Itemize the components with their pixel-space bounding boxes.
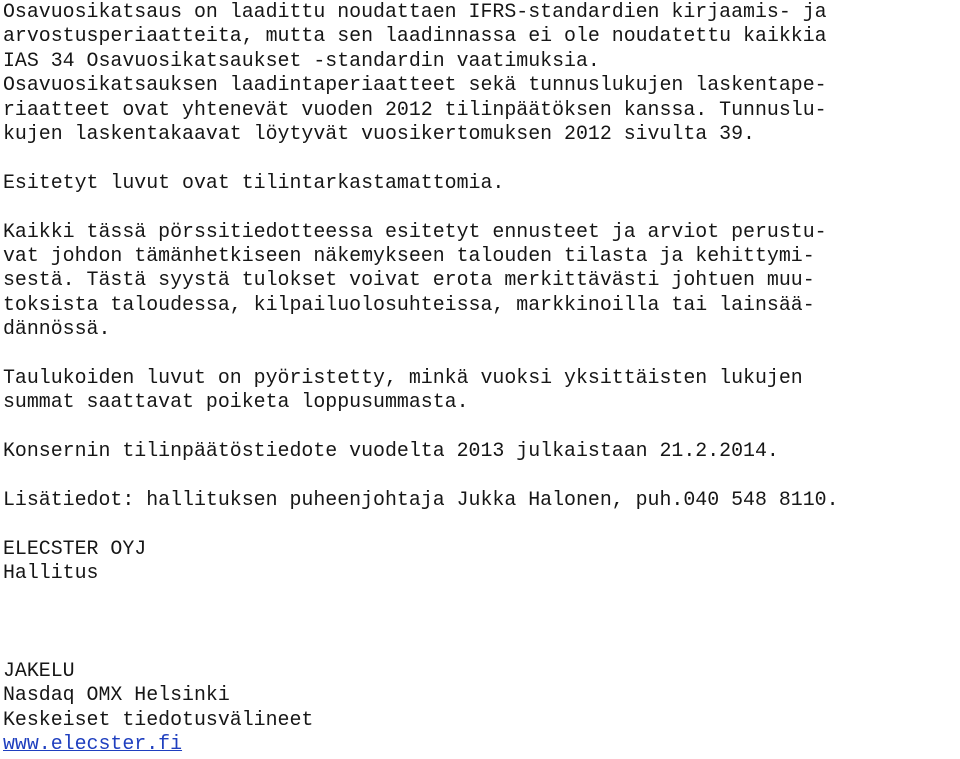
- paragraph-spacer: [3, 512, 958, 536]
- website-link[interactable]: www.elecster.fi: [3, 732, 183, 756]
- paragraph-audit: [3, 171, 958, 195]
- text-line: Osavuosikatsauksen laadintaperiaatteet sekä tunnuslukujen laskentape-: [3, 73, 827, 97]
- paragraph-spacer: [3, 464, 958, 488]
- text-line: Konsernin tilinpäätöstiedote vuodelta 2013 julkaistaan 21.2.2014.: [3, 439, 779, 463]
- text-line: dännössä.: [3, 317, 111, 341]
- text-line: sestä. Tästä syystä tulokset voivat erota merkittävästi johtuen muu-: [3, 268, 815, 292]
- paragraph-forecast: [3, 220, 958, 342]
- distribution-heading: JAKELU: [3, 658, 75, 682]
- text-line: Taulukoiden luvut on pyöristetty, minkä vuoksi yksittäisten lukujen: [3, 366, 803, 390]
- paragraph-rounding: [3, 366, 958, 415]
- paragraph-contact: [3, 488, 958, 512]
- text-line: IAS 34 Osavuosikatsaukset -standardin vaatimuksia.: [3, 48, 600, 72]
- paragraph-ifrs: [3, 0, 958, 146]
- signature-block: [3, 537, 958, 586]
- text-line: kujen laskentakaavat löytyvät vuosikertomuksen 2012 sivulta 39.: [3, 122, 755, 146]
- text-line: summat saattavat poiketa loppusummasta.: [3, 390, 469, 414]
- text-line: vat johdon tämänhetkiseen näkemykseen talouden tilasta ja kehittymi-: [3, 244, 815, 268]
- text-line: Osavuosikatsaus on laadittu noudattaen IFRS-standardien kirjaamis- ja: [3, 0, 827, 23]
- distribution-item: Keskeiset tiedotusvälineet: [3, 707, 314, 731]
- text-line: Lisätiedot: hallituksen puheenjohtaja Jukka Halonen, puh.040 548 8110.: [3, 488, 839, 512]
- paragraph-spacer: [3, 342, 958, 366]
- signatory: Hallitus: [3, 561, 99, 585]
- paragraph-release-date: [3, 439, 958, 463]
- distribution-block: [3, 659, 958, 757]
- paragraph-spacer: [3, 586, 958, 659]
- company-name: ELECSTER OYJ: [3, 536, 147, 560]
- distribution-item: Nasdaq OMX Helsinki: [3, 683, 230, 707]
- document-body: [3, 0, 958, 756]
- website-line: [3, 732, 958, 756]
- text-line: toksista taloudessa, kilpailuolosuhteissa, markkinoilla tai lainsää-: [3, 292, 815, 316]
- text-line: Esitetyt luvut ovat tilintarkastamattomia.: [3, 170, 505, 194]
- paragraph-spacer: [3, 415, 958, 439]
- text-line: riaatteet ovat yhtenevät vuoden 2012 tilinpäätöksen kanssa. Tunnuslu-: [3, 97, 827, 121]
- text-line: Kaikki tässä pörssitiedotteessa esitetyt ennusteet ja arviot perustu-: [3, 219, 827, 243]
- paragraph-spacer: [3, 195, 958, 219]
- text-line: arvostusperiaatteita, mutta sen laadinnassa ei ole noudatettu kaikkia: [3, 24, 827, 48]
- paragraph-spacer: [3, 146, 958, 170]
